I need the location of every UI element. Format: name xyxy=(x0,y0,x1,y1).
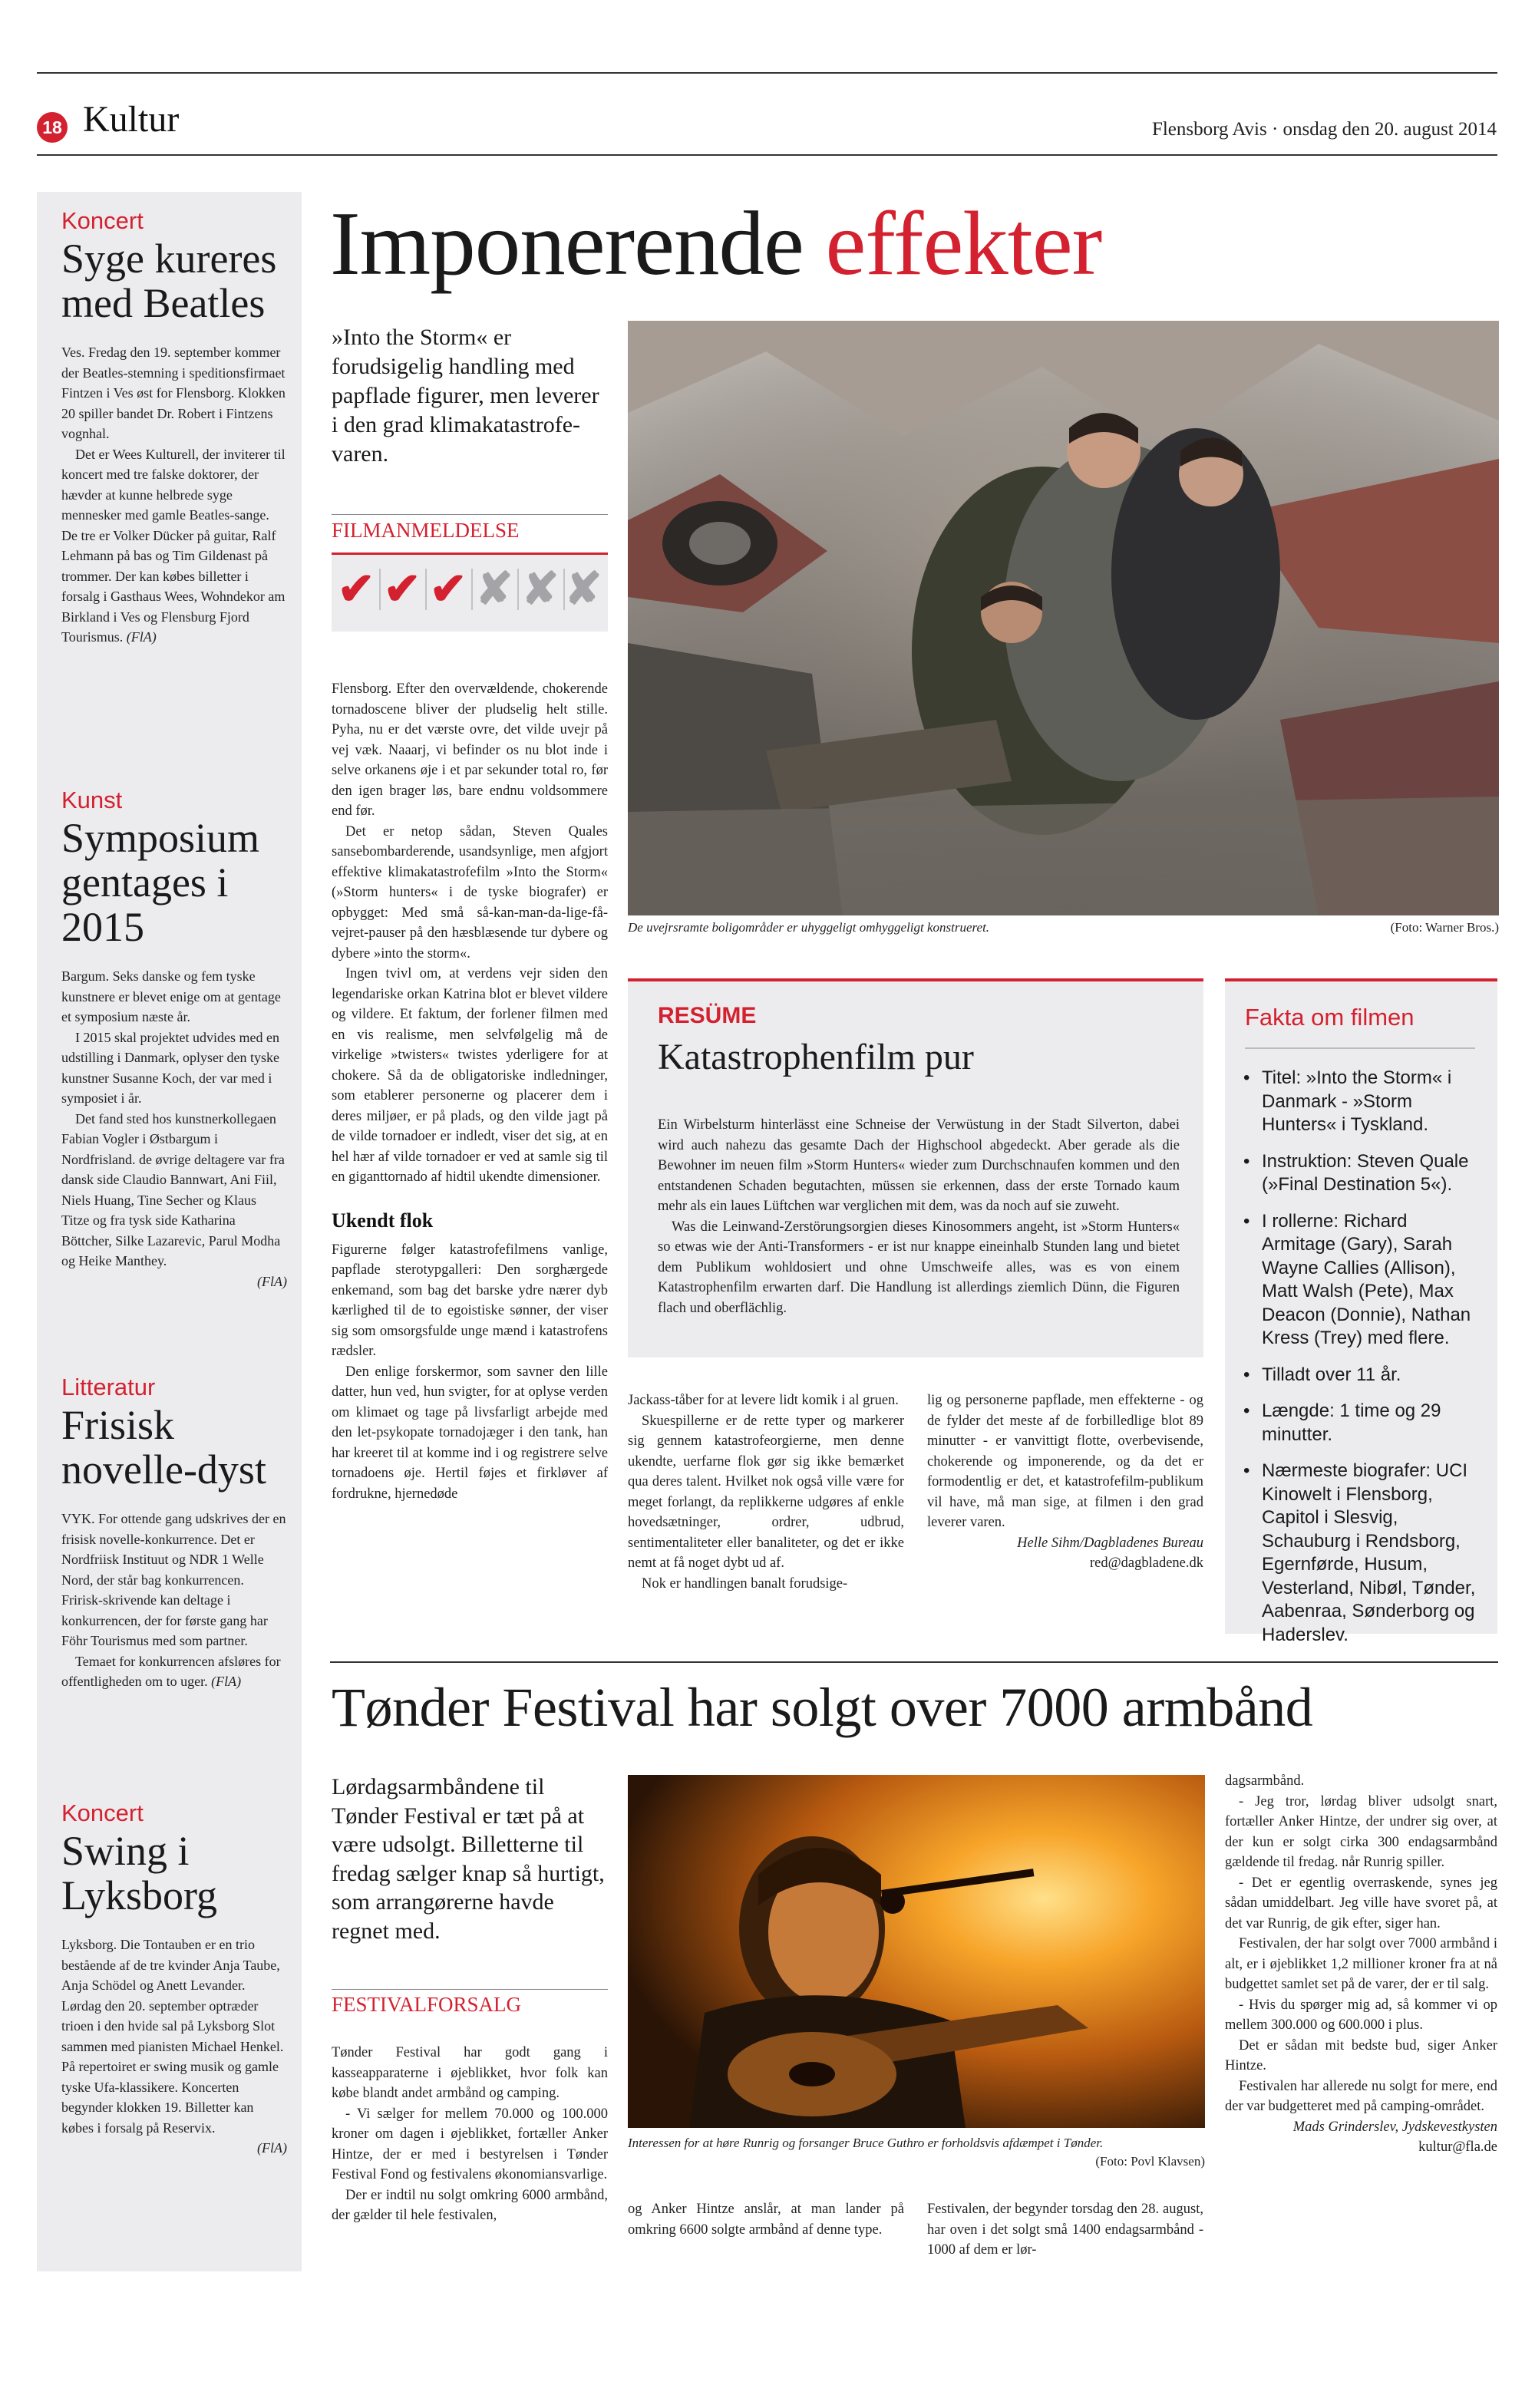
review-deck: »Into the Storm« er forudsigelig handling med papflade figurer, men leverer i den grad klimakatastrofe-varen. xyxy=(332,325,599,467)
festival-photo-caption-text: Interessen for at høre Runrig og forsanger Bruce Guthro er forholdsvis afdæmpet i Tønder. xyxy=(628,2136,1104,2150)
sidebar-body xyxy=(61,1509,287,1692)
fakta-item: • I rollerne: Richard Armitage (Gary), Sarah Wayne Callies (Allison), Matt Walsh (Pete), Max Deacon (Donnie), Nathan Kress (Trey) med flere. xyxy=(1243,1210,1481,1351)
festival-paragraph: Festivalen, der har solgt over 7000 armbånd i alt, er i øjeblikket 1,2 millioner kroner fra at nå budgettet samlet set på de varer, der er til salg. xyxy=(1225,1936,1497,1992)
masthead-date: Flensborg Avis · onsdag den 20. august 2014 xyxy=(1151,119,1497,140)
sidebar-kicker: Litteratur xyxy=(61,1374,156,1400)
storm-photo xyxy=(628,321,1499,915)
top-rule xyxy=(37,72,1497,74)
fakta-rule xyxy=(1245,1047,1475,1049)
sidebar-headline: Frisisk novelle-dyst xyxy=(61,1402,266,1493)
fakta-item: • Instruktion: Steven Quale (»Final Destination 5«). xyxy=(1243,1150,1481,1197)
festival-paragraph: Der er indtil nu solgt omkring 6000 armbånd, der gælder til hele festivalen, xyxy=(332,2187,608,2223)
sidebar-kicker: Koncert xyxy=(61,207,144,234)
festival-paragraph: Tønder Festival har godt gang i kasseapparaterne i øjeblikket, hvor folk kan købe blandt andet armbånd og camping. xyxy=(332,2045,608,2101)
fakta-heading: Fakta om filmen xyxy=(1245,1004,1415,1031)
festival-paragraph: Festivalen, der begynder torsdag den 28. august, har oven i det solgt små 1400 endagsarmbånd - 1000 af dem er lør- xyxy=(927,2202,1203,2258)
sidebar-headline: Swing i Lyksborg xyxy=(61,1828,218,1918)
sidebar-kicker: Kunst xyxy=(61,787,123,813)
review-paragraph: Flensborg. Efter den overvældende, chokerende tornadoscene bliver der pludselig helt stille. Pyha, nu er det værste ovre, det vilde uvejr på vej væk. Naaarj, vi befinder os nu blot inde i selve orkanens øje i et par sekunder total ro, før den igen brager løs, bare endnu voldsommere end før. xyxy=(332,681,608,819)
review-label-rule xyxy=(332,514,608,515)
review-column-3 xyxy=(927,1390,1203,1574)
festival-paragraph: dagsarmbånd. xyxy=(1225,1773,1305,1789)
storm-photo-credit: (Foto: Warner Bros.) xyxy=(1390,920,1499,935)
sidebar-paragraph: Lyksborg. Die Tontauben er en trio bestående af de tre kvinder Anja Taube, Anja Schödel og Anett Levander. Lørdag den 20. september optræder trioen i den hvide sal på Lyksborg Slot sammen med pianisten Michael Henkel. På repertoiret er swing musik og gamle tyske Ufa-klassikere. Koncerten begynder klokken 19. Billetter kan købes i forsalg på Reservix. xyxy=(61,1937,284,2136)
sidebar-paragraph: Ves. Fredag den 19. september kommer der Beatles-stemning i speditionsfirmaet Fintzen i Ves øst for Flensborg. Klokken 20 spiller bandet Dr. Robert i Fintzens vognhal. xyxy=(61,345,286,441)
review-paragraph: lig og personerne papflade, men effekterne - og de fylder det meste af de forbilledlige blot 89 minutter - er vanvittigt flotte, overbevisende, chokerende og imponerende, og da det er formodentlig er det, et katastrofefilm-publikum vil have, må man sige, at filmen i den grad leverer varen. xyxy=(927,1393,1203,1530)
festival-paragraph: Festivalen har allerede nu solgt for mere, end der var budgetteret med på camping-området. xyxy=(1225,2078,1497,2114)
rating-check-icon: ✔ xyxy=(383,564,421,614)
sidebar-item xyxy=(61,207,287,648)
sidebar-paragraph xyxy=(61,444,287,648)
festival-email: kultur@fla.de xyxy=(1418,2139,1497,2155)
section-rule xyxy=(330,1661,1498,1663)
sidebar-signature: (FlA) xyxy=(211,1674,242,1689)
fakta-item: • Tilladt over 11 år. xyxy=(1243,1364,1481,1387)
sidebar-kicker: Koncert xyxy=(61,1799,144,1826)
storm-rescue-image xyxy=(628,321,1499,915)
festival-paragraph: - Hvis du spørger mig ad, så kommer vi op mellem 300.000 og 600.000 i plus. xyxy=(1225,1997,1497,2033)
rating-cross-icon: ✘ xyxy=(521,564,560,614)
sidebar-item xyxy=(61,1374,287,1692)
festival-column-3 xyxy=(927,2199,1203,2261)
review-paragraph: Jackass-tåber for at levere lidt komik i al gruen. xyxy=(628,1393,899,1408)
rating-cross-icon: ✘ xyxy=(475,564,513,614)
fakta-list xyxy=(1243,1067,1481,1660)
review-column-2 xyxy=(628,1390,904,1594)
review-paragraph: Figurerne følger katastrofefilmens vanlige, papflade sterotypgalleri: Den sorghærgede enkemand, som bag det barske ydre nærer dyb kærlighed til de to egoistiske sønner, der viser sig som omsorgsfulde unge mænd i katastrofens rædsler. xyxy=(332,1242,608,1359)
storm-photo-caption-text: De uvejrsramte boligområder er uhyggeligt omhyggeligt konstrueret. xyxy=(628,920,990,935)
review-paragraph: Skuespillerne er de rette typer og markerer sig gennem katastrofeorgierne, men denne ukendte, uerfarne flok gør sig ikke bemærket qua deres talent. Hvilket nok også ville være for meget forlangt, da replikkerne udgøres af enkle hovedsætninger, ordrer, udbrud, sentimentaliteter eller banaliteter, og det er ikke nemt at få noget dybt ud af. xyxy=(628,1413,904,1571)
storm-photo-caption xyxy=(628,920,1499,935)
sidebar-headline: Syge kureres med Beatles xyxy=(61,236,277,326)
sidebar-item xyxy=(61,1799,287,2159)
review-paragraph: Nok er handlingen banalt forudsige- xyxy=(642,1575,848,1592)
sidebar-paragraph: VYK. For ottende gang udskrives der en frisisk novelle-konkurrence. Det er Nordfriisk Instituut og NDR 1 Welle Nord, der står bag konkurrencen. Fririsk-skrivende kan deltage i konkurrencen, der for første gang har Föhr Tourismus med som partner. xyxy=(61,1511,286,1648)
resume-headline: Katastrophenfilm pur xyxy=(658,1037,974,1077)
resume-paragraph: Ein Wirbelsturm hinterlässt eine Schneise der Verwüstung in der Stadt Silverton, dabei wird auch nahezu das gesamte Dach der Highschool abgedeckt. Aber gerade als die Bewohner im neuen film »Storm Hunters« wieder zum Durchschnaufen kommen und den entstandenen Schaden begutachten, müssen sie erkennen, dass der erste Tornado kaum mehr als ein laues Lüftchen war verglichen mit dem, was da noch auf sie zuweht. xyxy=(658,1117,1180,1214)
singer-concert-image xyxy=(628,1775,1205,2128)
festival-photo-credit: (Foto: Povl Klavsen) xyxy=(1095,2154,1205,2169)
resume-kicker: RESÜME xyxy=(658,1003,757,1028)
resume-body xyxy=(658,1115,1180,1318)
sidebar-paragraph: Bargum. Seks danske og fem tyske kunstnere er blevet enige om at gentage et symposium næste år. xyxy=(61,968,281,1024)
sidebar-paragraph: I 2015 skal projektet udvides med en udstilling i Danmark, oplyser den tyske kunstner Susanne Koch, der var med i symposiet i år. xyxy=(61,1029,279,1106)
review-paragraph: Den enlige forskermor, som savner den lille datter, hun ved, hun svigter, for at oplyse verden om klimaet og tage på livsfarligt arbejde med den let-psykopate tornadojæger i den tank, han har kreeret til at komme ind i og registrere selve tornadoens øje. Hertil føjes et firkløver af fordrukne, hjernedøde xyxy=(332,1364,608,1502)
festival-deck: Lørdagsarmbåndene til Tønder Festival er tæt på at være udsolgt. Billetterne til fredag sælger knap så hurtigt, som arrangørerne havde regnet med. xyxy=(332,1774,605,1944)
sidebar-body xyxy=(61,342,287,648)
sidebar-signature: (FlA) xyxy=(257,2140,287,2156)
sidebar-paragraph-text: Temaet for konkurrencen afsløres for offentligheden om to uger. xyxy=(61,1653,281,1689)
festival-column-4 xyxy=(1225,1771,1497,2158)
sidebar-body xyxy=(61,966,287,1291)
review-paragraph: Det er netop sådan, Steven Quales sansebombarderende, usandsynlige, men afgjort effektive klimakatastrofefilm »Into the Storm« (»Storm hunters« i de tyske biografer) er opbygget: Med små så-kan-man-da-lige-få-vejret-pauser på den hæsblæsende tur dybere og dybere »into the storm«. xyxy=(332,823,608,962)
review-byline: Helle Sihm/Dagbladenes Bureau xyxy=(1017,1535,1203,1551)
review-headline xyxy=(330,193,1101,293)
festival-paragraph: og Anker Hintze anslår, at man lander på omkring 6600 solgte armbånd af denne type. xyxy=(628,2202,904,2238)
festival-paragraph: - Det er egentlig overraskende, synes jeg sådan umiddelbart. Jeg ville have svoret på, at det var Runrig, de gik efter, siger han. xyxy=(1225,1875,1497,1931)
review-column-1 xyxy=(332,679,608,1504)
rating-box xyxy=(332,553,608,632)
news-sidebar xyxy=(37,192,302,2271)
sidebar-paragraph: Det fand sted hos kunstnerkollegaen Fabian Vogler i Østbargum i Nordfrisland. de øvrige deltagere var fra dansk side Claudio Bannwart, Ani Fiil, Niels Huang, Tine Secher og Klaus Titze og fra tysk side Katharina Böttcher, Silke Lazarevic, Parul Modha og Heike Manthey. xyxy=(61,1110,285,1268)
sidebar-signature: (FlA) xyxy=(257,1273,287,1289)
sidebar-body xyxy=(61,1935,287,2159)
review-email: red@dagbladene.dk xyxy=(1089,1555,1203,1571)
festival-byline: Mads Grinderslev, Jydskevestkysten xyxy=(1292,2119,1497,2135)
rating-check-icon: ✔ xyxy=(429,564,467,614)
festival-paragraph: Det er sådan mit bedste bud, siger Anker Hintze. xyxy=(1225,2037,1497,2073)
festival-label-rule xyxy=(332,1989,608,1990)
rating-cross-icon: ✘ xyxy=(564,564,602,614)
fakta-item: • Titel: »Into the Storm« i Danmark - »Storm Hunters« i Tyskland. xyxy=(1243,1067,1481,1137)
review-label: FILMANMELDELSE xyxy=(332,519,520,542)
sidebar-paragraph xyxy=(61,1651,287,1692)
festival-column-2 xyxy=(628,2199,904,2240)
page-number-badge: 18 xyxy=(37,112,68,143)
rating-check-icon: ✔ xyxy=(337,564,375,614)
review-headline-red: effekter xyxy=(825,193,1102,294)
fakta-item: • Nærmeste biografer: UCI Kinowelt i Flensborg, Capitol i Slesvig, Schauburg i Rendsborg, Egernførde, Husum, Vesterland, Nibøl, Tønder, Aabenraa, Sønderborg og Haderslev. xyxy=(1243,1460,1481,1647)
festival-photo-caption xyxy=(628,2134,1205,2171)
review-paragraph: Ingen tvivl om, at verdens vejr siden den legendariske orkan Katrina blot er blevet vildere og vildere. Et faktum, der forlener filmen med en vis realisme, men selvfølgelig må de virkelige »twisters« twistes yderligere for at chokere. Så da de obligatoriske indledninger, som etablerer personerne og placerer dem i deres miljøer, er på plads, og den vilde jagt på de vilde tornadoer er indledt, viser det sig, at en hel hær af vilde tornadoer er ved at samle sig til en giganttornado af hidtil ukendte dimensioner. xyxy=(332,966,608,1185)
section-title: Kultur xyxy=(83,99,180,140)
review-subheading: Ukendt flok xyxy=(332,1209,434,1232)
sidebar-headline: Symposium gentages i 2015 xyxy=(61,815,260,950)
festival-paragraph: - Jeg tror, lørdag bliver udsolgt snart, fortæller Anker Hintze, der undrer sig over, at der kun er solgt cirka 300 endagsarmbånd gældende til fredag. når Runrig spiller. xyxy=(1225,1793,1497,1870)
festival-column-1 xyxy=(332,2043,608,2226)
review-headline-black: Imponerende xyxy=(330,193,804,294)
festival-headline: Tønder Festival har solgt over 7000 armbånd xyxy=(332,1677,1313,1738)
resume-paragraph: Was die Leinwand-Zerstörungsorgien dieses Kinosommers angeht, ist »Storm Hunters« so etwas wie der Anti-Transformers - er ist nur knappe eineinhalb Stunden lang und bietet dem Publikum wohldosiert und ohne Umschweife alles, was es von einem Katastrophenfilm erwarten darf. Die Handlung ist allerdings ziemlich Dünn, die Figuren flach und oberflächlig. xyxy=(658,1219,1180,1316)
sidebar-paragraph-text: Det er Wees Kulturell, der inviterer til koncert med tre falske doktorer, der hævder at kunne helbrede syge mennesker med gamle Beatles-sange. De tre er Volker Dücker på guitar, Ralf Lehmann på bas og Tim Gildenast på trommer. Der kan købes billetter i forsalg i Gasthaus Wees, Wohndekor am Birkland i Ves og Flensburg Fjord Tourismus. xyxy=(61,446,286,645)
header-rule xyxy=(37,154,1497,156)
festival-paragraph: - Vi sælger for mellem 70.000 og 100.000 kroner om dagen i øjeblikket, fortæller Anker Hintze, der er med i bestyrelsen i Tønder Festival Fond og festivalens økonomiansvarlige. xyxy=(332,2106,608,2182)
festival-label: FESTIVALFORSALG xyxy=(332,1993,522,2016)
sidebar-item xyxy=(61,787,287,1291)
sidebar-signature: (FlA) xyxy=(126,629,157,645)
fakta-item: • Længde: 1 time og 29 minutter. xyxy=(1243,1400,1481,1446)
festival-photo xyxy=(628,1775,1205,2128)
